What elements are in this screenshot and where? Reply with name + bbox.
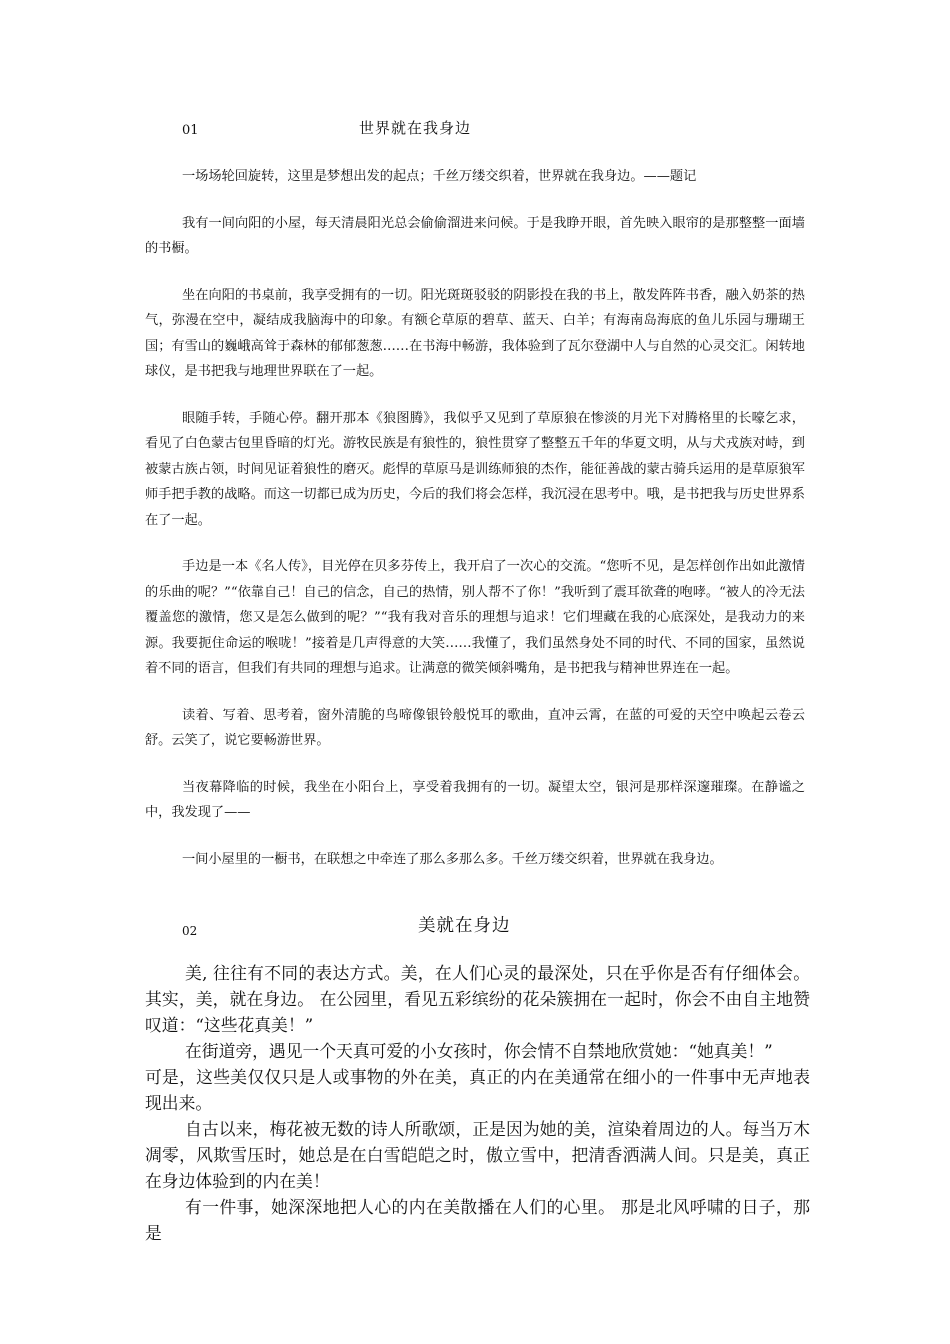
essay-1-epigraph: 一场场轮回旋转，这里是梦想出发的起点；千丝万缕交织着，世界就在我身边。——题记 [182,169,697,184]
essay-1-title: 世界就在我身边 [359,119,472,137]
essay-2-paragraph: 自古以来，梅花被无数的诗人所歌颂，正是因为她的美，渲染着周边的人。每当万木凋零，风欺雪压时，她总是在白雪皑皑之时，傲立雪中，把清香洒满人间。只是美，真正在身边体验到的内在美！ [145,1119,810,1191]
essay-1-paragraph: 当夜幕降临的时候，我坐在小阳台上，享受着我拥有的一切。凝望太空，银河是那样深邃璀璨。在静谧之中，我发现了—— [145,779,805,820]
essay-1 [145,118,805,872]
essay-2 [145,960,810,1246]
essay-1-paragraph: 坐在向阳的书桌前，我享受拥有的一切。阳光斑斑驳驳的阴影投在我的书上，散发阵阵书香，融入奶茶的热气，弥漫在空中，凝结成我脑海中的印象。有额仑草原的碧草、蓝天、白羊；有海南岛海底的鱼儿乐园与珊瑚王国；有雪山的巍峨高耸于森林的郁郁葱葱……在书海中畅游，我体验到了瓦尔登湖中人与自然的心灵交汇。闲转地球仪，是书把我与地理世界联在了一起。 [145,287,805,379]
essay-1-paragraph: 读着、写着、思考着，窗外清脆的鸟啼像银铃般悦耳的歌曲，直冲云霄，在蓝的可爱的天空中唤起云卷云舒。云笑了，说它要畅游世界。 [145,707,805,748]
essay-2-paragraph: 在街道旁，遇见一个天真可爱的小女孩时，你会情不自禁地欣赏她：“她真美！” [185,1041,773,1061]
essay-2-paragraph: 美, 往往有不同的表达方式。美，在人们心灵的最深处，只在乎你是否有仔细体会。其实，美，就在身边。 在公园里，看见五彩缤纷的花朵簇拥在一起时，你会不由自主地赞叹道：“这些花真美！” [145,963,810,1035]
essay-1-number: 01 [182,123,199,138]
essay-2-heading [145,910,805,940]
essay-1-paragraph: 我有一间向阳的小屋，每天清晨阳光总会偷偷溜进来问候。于是我睁开眼，首先映入眼帘的是那整整一面墙的书橱。 [145,215,805,256]
essay-2-paragraph: 有一件事，她深深地把人心的内在美散播在人们的心里。 那是北风呼啸的日子，那是 [145,1197,810,1243]
essay-1-heading [145,118,805,142]
essay-1-paragraph: 眼随手转，手随心停。翻开那本《狼图腾》，我似乎又见到了草原狼在惨淡的月光下对腾格里的长嚎乞求，看见了白色蒙古包里昏暗的灯光。游牧民族是有狼性的，狼性贯穿了整整五千年的华夏文明，从与犬戎族对峙，到被蒙古族占领，时间见证着狼性的磨灭。彪悍的草原马是训练师狼的杰作，能征善战的蒙古骑兵运用的是草原狼军师手把手教的战略。而这一切都已成为历史，今后的我们将会怎样，我沉浸在思考中。哦，是书把我与历史世界系在了一起。 [145,410,805,528]
essay-1-paragraph: 手边是一本《名人传》，目光停在贝多芬传上，我开启了一次心的交流。“您听不见，是怎样创作出如此激情的乐曲的呢？”“依靠自己！自己的信念，自己的热情，别人帮不了你！”我听到了震耳欲聋的咆哮。“被人的冷无法覆盖您的激情，您又是怎么做到的呢？”“我有我对音乐的理想与追求！它们埋藏在我的心底深处，是我动力的来源。我要扼住命运的喉咙！”接着是几声得意的大笑……我懂了，我们虽然身处不同的时代、不同的国家，虽然说着不同的语言，但我们有共同的理想与追求。让满意的微笑倾斜嘴角，是书把我与精神世界连在一起。 [145,559,805,676]
essay-2-number: 02 [182,924,198,938]
essay-1-closing: 一间小屋里的一橱书，在联想之中牵连了那么多那么多。千丝万缕交织着，世界就在我身边。 [182,851,723,867]
essay-2-paragraph: 可是，这些美仅仅只是人或事物的外在美，真正的内在美通常在细小的一件事中无声地表现出来。 [145,1067,810,1113]
essay-2-title: 美就在身边 [418,916,511,936]
